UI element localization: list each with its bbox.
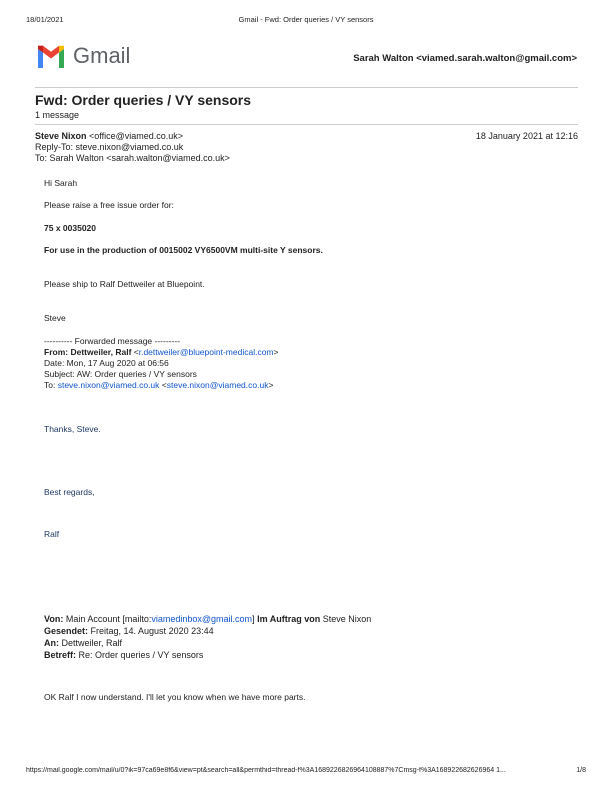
quoted-gesendet: [44, 626, 214, 636]
forward-divider: ---------- Forwarded message ---------: [44, 336, 180, 346]
signoff: Steve: [44, 313, 66, 323]
order-use: For use in the production of 0015002 VY6500VM multi-site Y sensors.: [44, 245, 323, 255]
subject-divider: [35, 124, 578, 125]
sender-line: [35, 131, 183, 141]
page-number: 1/8: [576, 767, 586, 774]
account-label: Sarah Walton <viamed.sarah.walton@gmail.com>: [353, 53, 577, 64]
order-quantity: 75 x 0035020: [44, 223, 96, 233]
betreff-label: Betreff:: [44, 650, 77, 660]
from-name: Dettweiler, Ralf: [70, 347, 132, 357]
von-label: Von:: [44, 614, 64, 624]
auftrag-name: Steve Nixon: [320, 614, 372, 624]
betreff-value: Re: Order queries / VY sensors: [76, 650, 204, 660]
regards-line: Best regards,: [44, 487, 95, 497]
shipping-line: Please ship to Ralf Dettweiler at Bluepoint.: [44, 279, 205, 289]
forward-from: [44, 347, 278, 357]
forward-to: [44, 380, 273, 390]
from-label: From:: [44, 347, 69, 357]
from-bracket-close: >: [273, 347, 279, 357]
message-count: 1 message: [35, 110, 80, 120]
body-line: Please raise a free issue order for:: [44, 200, 174, 210]
quoted-von: [44, 614, 371, 624]
an-label: An:: [44, 638, 59, 648]
gmail-logo-icon: [36, 45, 66, 68]
gmail-logo-text: Gmail: [73, 43, 131, 68]
print-date: 18/01/2021: [26, 15, 64, 24]
greeting: Hi Sarah: [44, 178, 78, 188]
an-value: Dettweiler, Ralf: [59, 638, 123, 648]
to-email-link-2[interactable]: steve.nixon@viamed.co.uk: [166, 380, 269, 390]
to-email-link[interactable]: steve.nixon@viamed.co.uk: [57, 380, 160, 390]
from-email-link[interactable]: r.dettweiler@bluepoint-medical.com: [138, 347, 274, 357]
sender-name: Steve Nixon: [35, 131, 87, 141]
sender-signature: Ralf: [44, 529, 60, 539]
sender-email: <office@viamed.co.uk>: [89, 131, 184, 141]
to-label: To:: [44, 380, 58, 390]
forward-date: Date: Mon, 17 Aug 2020 at 06:56: [44, 358, 169, 368]
quoted-reply: OK Ralf I now understand. I'll let you know when we have more parts.: [44, 692, 306, 702]
reply-to: Reply-To: steve.nixon@viamed.co.uk: [35, 142, 184, 152]
quoted-an: [44, 638, 122, 648]
print-url: https://mail.google.com/mail/u/0?ik=97ca69e8f6&view=pt&search=all&permthid=thread-f%3A1689226826964108887%7Cmsg-f%3A168922682626964 1...: [26, 767, 506, 774]
thread-subject: Fwd: Order queries / VY sensors: [35, 92, 252, 108]
header-divider: [35, 87, 578, 88]
von-email-link[interactable]: viamedinbox@gmail.com: [151, 614, 253, 624]
gesendet-value: Freitag, 14. August 2020 23:44: [88, 626, 214, 636]
to-line: To: Sarah Walton <sarah.walton@viamed.co.uk>: [35, 153, 230, 163]
von-text-end: ]: [252, 614, 258, 624]
auftrag-label: Im Auftrag von: [257, 614, 321, 624]
to-bracket-close: >: [268, 380, 274, 390]
thanks-line: Thanks, Steve.: [44, 424, 101, 434]
to-bracket: <: [159, 380, 167, 390]
gesendet-label: Gesendet:: [44, 626, 89, 636]
message-date: 18 January 2021 at 12:16: [475, 131, 578, 141]
print-title: Gmail - Fwd: Order queries / VY sensors: [238, 15, 374, 24]
from-bracket: <: [131, 347, 139, 357]
von-text: Main Account [mailto:: [63, 614, 152, 624]
quoted-betreff: [44, 650, 203, 660]
forward-subject: Subject: AW: Order queries / VY sensors: [44, 369, 197, 379]
